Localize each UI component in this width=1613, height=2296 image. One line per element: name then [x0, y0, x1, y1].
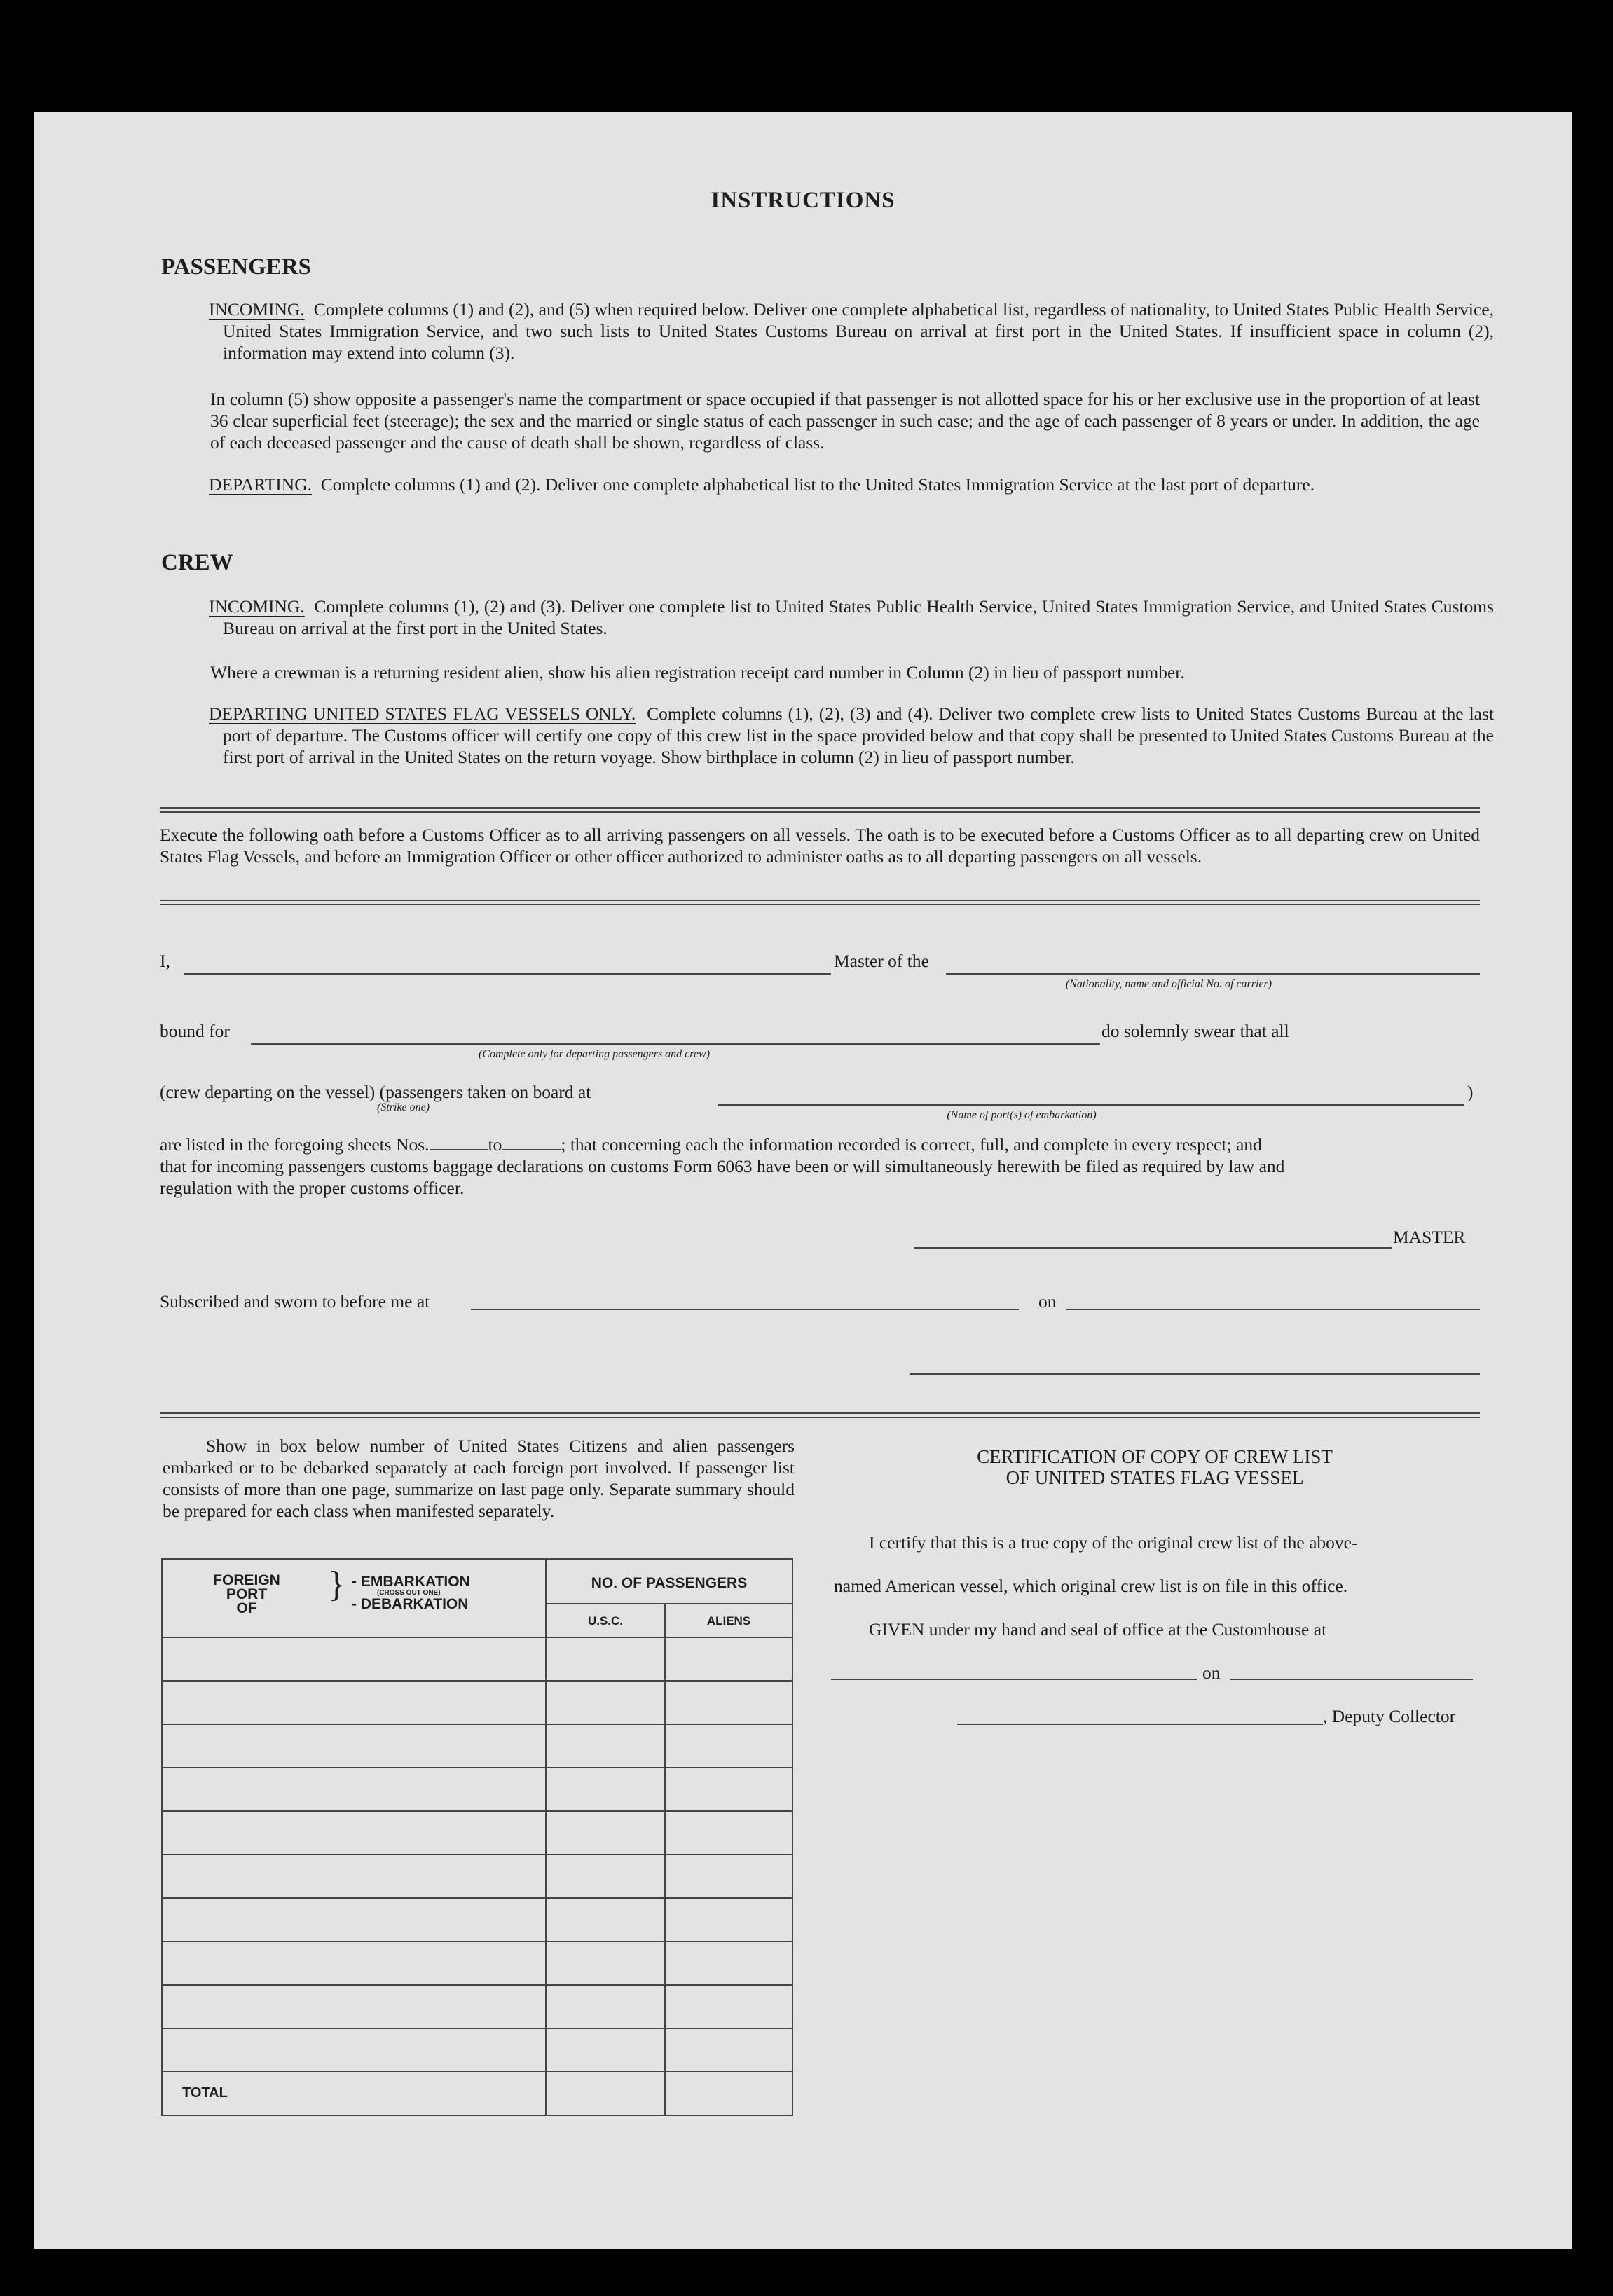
- carrier-name-field[interactable]: [184, 973, 831, 975]
- embarkation-label: - EMBARKATION: [352, 1574, 470, 1590]
- subscribed-label: Subscribed and sworn to before me at: [160, 1291, 430, 1312]
- summary-intro: Show in box below number of United States Citizens and alien passengers embarked or to be debarked separately at each foreign port involved. If passenger list consists of more than one page, summarize on last page only. Separate summary should be prepared for each class when manifested separately.: [163, 1436, 795, 1521]
- passengers-incoming-paragraph: [209, 298, 1494, 364]
- table-row-line: [163, 1680, 792, 1682]
- passengers-departing-label: DEPARTING.: [209, 474, 312, 495]
- crew-resident-paragraph: Where a crewman is a returning resident alien, show his alien registration receipt card number in Column (2) in lieu of passport number.: [210, 662, 1185, 682]
- customhouse-place-field[interactable]: [831, 1679, 1197, 1680]
- passenger-summary-table: [161, 1558, 793, 2116]
- embarkation-port-field[interactable]: [718, 1104, 1464, 1106]
- sworn-place-field[interactable]: [471, 1309, 1019, 1310]
- master-of-label: Master of the: [834, 951, 929, 971]
- master-hint: (Nationality, name and official No. of carrier): [1065, 978, 1272, 990]
- bound-hint: (Complete only for departing passengers and crew): [478, 1048, 711, 1060]
- table-row-line: [163, 1854, 792, 1855]
- passengers-heading: PASSENGERS: [161, 254, 311, 280]
- officer-signature-field[interactable]: [910, 1373, 1480, 1375]
- sworn-date-field[interactable]: [1066, 1309, 1480, 1310]
- total-label: TOTAL: [182, 2085, 228, 2101]
- listed-line-1: [160, 1134, 1480, 1155]
- listed-to: to: [488, 1134, 502, 1155]
- destination-field[interactable]: [251, 1043, 1100, 1045]
- crew-incoming-paragraph: [209, 596, 1494, 639]
- port-hint: (Name of port(s) of embarkation): [947, 1109, 1097, 1121]
- passengers-incoming-text: Complete columns (1) and (2), and (5) when required below. Deliver one complete alphabetical list, regardless of nationality, to United States Public Health Service, United States Immigration Service, and two such lists to United States Customs Bureau on arrival at first port in the United States. If insufficient space in column (2), information may extend into column (3).: [223, 299, 1495, 363]
- table-row-line: [163, 1941, 792, 1942]
- crew-incoming-label: INCOMING.: [209, 596, 305, 617]
- listed-line-3: regulation with the proper customs officer.: [160, 1178, 465, 1198]
- carrier-details-field[interactable]: [946, 973, 1480, 975]
- table-hline: [163, 1637, 792, 1638]
- master-signature-label: MASTER: [1393, 1227, 1466, 1247]
- table-hline: [545, 1603, 792, 1604]
- oath-i-label: I,: [160, 951, 170, 971]
- port-label: PORT: [226, 1586, 268, 1602]
- master-signature-field[interactable]: [914, 1247, 1392, 1249]
- certification-line-3: GIVEN under my hand and seal of office at the Customhouse at: [869, 1619, 1327, 1639]
- embarkation-header: [352, 1575, 470, 1611]
- divider: [160, 900, 1480, 905]
- table-row-line: [163, 1724, 792, 1725]
- crew-heading: CREW: [161, 550, 233, 575]
- brace-icon: }: [328, 1565, 345, 1604]
- listed-pre: are listed in the foregoing sheets Nos.: [160, 1134, 430, 1155]
- passengers-departing-text: Complete columns (1) and (2). Deliver one complete alphabetical list to the United States Immigration Service at the last port of departure.: [320, 474, 1315, 495]
- table-vline: [545, 1560, 547, 2115]
- deputy-signature-field[interactable]: [957, 1724, 1323, 1725]
- deputy-collector-label: , Deputy Collector: [1323, 1706, 1456, 1726]
- sworn-on-label: on: [1038, 1291, 1057, 1312]
- no-passengers-header: NO. OF PASSENGERS: [591, 1575, 748, 1591]
- usc-header: U.S.C.: [587, 1614, 624, 1628]
- crew-flag-vessels-label: DEPARTING UNITED STATES FLAG VESSELS ONLY.: [209, 703, 636, 724]
- passengers-departing-paragraph: [209, 474, 1494, 495]
- certification-date-field[interactable]: [1230, 1679, 1473, 1680]
- debarkation-label: - DEBARKATION: [352, 1596, 469, 1612]
- table-row-line: [163, 2028, 792, 2029]
- listed-post: ; that concerning each the information recorded is correct, full, and complete in every respect; and: [561, 1134, 1262, 1155]
- crew-incoming-text: Complete columns (1), (2) and (3). Deliver one complete list to United States Public Health Service, United States Immigration Service, and United States Customs Bureau on arrival at the first port in the United States.: [223, 596, 1495, 638]
- foreign-port-of-header: [191, 1574, 303, 1616]
- table-row-line: [163, 1984, 792, 1986]
- cross-out-label: (CROSS OUT ONE): [377, 1589, 441, 1597]
- certification-line-1: I certify that this is a true copy of the original crew list of the above-: [869, 1532, 1358, 1553]
- crew-flag-vessels-paragraph: [209, 703, 1494, 768]
- aliens-header: ALIENS: [706, 1614, 751, 1628]
- certification-line-2: named American vessel, which original crew list is on file in this office.: [834, 1576, 1348, 1596]
- table-row-line: [163, 2071, 792, 2072]
- table-row-line: [163, 1897, 792, 1899]
- table-row-line: [163, 1767, 792, 1768]
- instructions-title: INSTRUCTIONS: [711, 188, 895, 213]
- swear-label: do solemnly swear that all: [1101, 1021, 1289, 1041]
- certification-title-line-1: CERTIFICATION OF COPY OF CREW LIST: [977, 1446, 1333, 1467]
- passengers-incoming-label: INCOMING.: [209, 299, 305, 319]
- sheet-from-field[interactable]: [430, 1149, 488, 1150]
- close-paren: ): [1467, 1082, 1474, 1102]
- oath-instruction-paragraph: Execute the following oath before a Customs Officer as to all arriving passengers on all vessels. The oath is to be executed before a Customs Officer as to all departing crew on United States Flag Vessels, and before an Immigration Officer or other officer authorized to administer oaths as to all departing passengers on all vessels.: [160, 825, 1480, 867]
- table-row-line: [163, 1810, 792, 1812]
- certification-title: [825, 1446, 1484, 1488]
- strike-one-hint: (Strike one): [377, 1101, 430, 1113]
- certification-on-label: on: [1202, 1663, 1221, 1683]
- certification-title-line-2: OF UNITED STATES FLAG VESSEL: [1005, 1467, 1304, 1488]
- divider: [160, 807, 1480, 813]
- foreign-label: FOREIGN: [213, 1572, 280, 1588]
- passengers-column5-paragraph: In column (5) show opposite a passenger's name the compartment or space occupied if that passenger is not allotted space for his or her exclusive use in the proportion of at least 36 clear superficial feet (steerage); the sex and the married or single status of each passenger in such case; and the age of each passenger of 8 years or under. In addition, the age of each deceased passenger and the cause of death shall be shown, regardless of class.: [210, 389, 1480, 453]
- form-page: [34, 112, 1572, 2249]
- divider: [160, 1412, 1480, 1418]
- sheet-to-field[interactable]: [502, 1149, 561, 1150]
- of-label: OF: [236, 1600, 257, 1616]
- crew-departing-label: (crew departing on the vessel) (passengers taken on board at: [160, 1082, 591, 1102]
- listed-line-2: that for incoming passengers customs baggage declarations on customs Form 6063 have been or will simultaneously herewith be filed as required by law and: [160, 1156, 1285, 1176]
- bound-for-label: bound for: [160, 1021, 230, 1041]
- crew-flag-vessels-text: Complete columns (1), (2), (3) and (4). Deliver two complete crew lists to United States Customs Bureau at the last port of departure. The Customs officer will certify one copy of this crew list in the space provided below and that copy shall be presented to United States Customs Bureau at the first port of arrival in the United States on the return voyage. Show birthplace in column (2) in lieu of passport number.: [223, 703, 1494, 767]
